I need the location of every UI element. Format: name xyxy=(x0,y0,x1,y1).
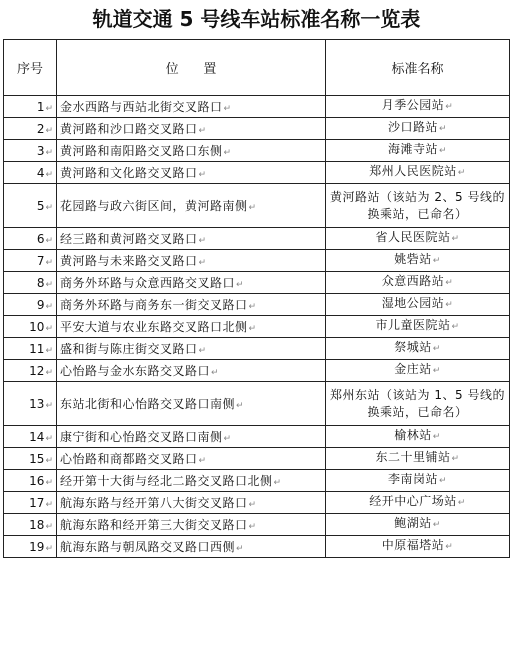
row-location xyxy=(57,272,326,294)
paragraph-mark-icon: ↵ xyxy=(432,432,441,442)
row-station-name-text: 东二十里铺站 xyxy=(375,450,451,464)
row-station-name xyxy=(326,316,510,338)
row-station-name-text: 榆林站 xyxy=(394,428,432,442)
row-number-text: 6 xyxy=(36,231,45,246)
row-number xyxy=(4,184,57,228)
row-station-name xyxy=(326,492,510,514)
table-row xyxy=(4,470,510,492)
header-no xyxy=(4,40,57,96)
row-number xyxy=(4,514,57,536)
row-location-text: 东站北街和心怡路交叉路口南侧 xyxy=(60,397,236,411)
paragraph-mark-icon: ↵ xyxy=(432,256,441,266)
paragraph-mark-icon: ↵ xyxy=(198,126,207,136)
paragraph-mark-icon: ↵ xyxy=(45,202,53,213)
row-location-text: 经三路和黄河路交叉路口 xyxy=(60,232,198,246)
row-number xyxy=(4,228,57,250)
row-number-text: 13 xyxy=(29,396,45,411)
table-row xyxy=(4,338,510,360)
row-location xyxy=(57,140,326,162)
table-row xyxy=(4,250,510,272)
row-number xyxy=(4,316,57,338)
paragraph-mark-icon: ↵ xyxy=(45,499,53,510)
paragraph-mark-icon: ↵ xyxy=(45,147,53,158)
row-station-name xyxy=(326,184,510,228)
row-station-name xyxy=(326,536,510,558)
row-station-name-text: 市儿童医院站 xyxy=(375,318,451,332)
row-station-name xyxy=(326,96,510,118)
row-station-name-text: 经开中心广场站 xyxy=(369,494,457,508)
paragraph-mark-icon: ↵ xyxy=(236,544,245,554)
paragraph-mark-icon: ↵ xyxy=(248,302,257,312)
row-location xyxy=(57,228,326,250)
row-station-name-text: 省人民医院站 xyxy=(375,230,451,244)
row-station-name xyxy=(326,448,510,470)
row-number-text: 8 xyxy=(36,275,45,290)
row-station-name-text: 众意西路站 xyxy=(381,274,445,288)
table-row xyxy=(4,492,510,514)
row-number-text: 18 xyxy=(29,517,45,532)
paragraph-mark-icon: ↵ xyxy=(273,478,282,488)
paragraph-mark-icon: ↵ xyxy=(45,323,53,334)
paragraph-mark-icon: ↵ xyxy=(451,322,460,332)
table-row xyxy=(4,426,510,448)
row-number-text: 2 xyxy=(36,121,45,136)
table-row xyxy=(4,140,510,162)
row-station-name xyxy=(326,272,510,294)
row-location xyxy=(57,96,326,118)
row-station-name-text: 沙口路站 xyxy=(387,120,438,134)
row-location xyxy=(57,162,326,184)
paragraph-mark-icon: ↵ xyxy=(45,433,53,444)
paragraph-mark-icon: ↵ xyxy=(438,146,448,156)
row-station-name-text: 黄河路站（该站为 2、5 号线的换乘站，已命名） xyxy=(330,189,505,221)
paragraph-mark-icon: ↵ xyxy=(445,102,454,112)
row-number xyxy=(4,338,57,360)
table-row xyxy=(4,294,510,316)
row-station-name-text: 海滩寺站 xyxy=(387,142,438,156)
row-location-text: 金水西路与西站北街交叉路口 xyxy=(60,100,223,114)
row-number xyxy=(4,96,57,118)
row-number xyxy=(4,272,57,294)
row-station-name xyxy=(326,250,510,272)
row-number-text: 3 xyxy=(36,143,45,158)
row-location-text: 黄河路和南阳路交叉路口东侧 xyxy=(60,144,223,158)
row-number-text: 5 xyxy=(36,198,45,213)
row-location-text: 平安大道与农业东路交叉路口北侧 xyxy=(60,320,248,334)
row-station-name-text: 月季公园站 xyxy=(381,98,445,112)
row-station-name xyxy=(326,118,510,140)
row-location xyxy=(57,316,326,338)
row-number xyxy=(4,382,57,426)
header-name xyxy=(326,40,510,96)
paragraph-mark-icon: ↵ xyxy=(457,168,466,178)
row-number-text: 11 xyxy=(29,341,45,356)
paragraph-mark-icon: ↵ xyxy=(445,542,454,552)
row-number xyxy=(4,250,57,272)
row-station-name xyxy=(326,162,510,184)
row-station-name-text: 湿地公园站 xyxy=(381,296,445,310)
table-row xyxy=(4,360,510,382)
row-station-name xyxy=(326,140,510,162)
table-row xyxy=(4,228,510,250)
paragraph-mark-icon: ↵ xyxy=(45,125,53,136)
row-station-name-text: 金庄站 xyxy=(394,362,432,376)
row-number xyxy=(4,470,57,492)
row-number xyxy=(4,140,57,162)
station-table xyxy=(3,39,510,558)
row-location-text: 花园路与政六街区间，黄河路南侧 xyxy=(60,199,248,213)
row-number-text: 4 xyxy=(36,165,45,180)
row-location xyxy=(57,118,326,140)
paragraph-mark-icon: ↵ xyxy=(198,236,207,246)
table-row xyxy=(4,118,510,140)
paragraph-mark-icon: ↵ xyxy=(45,455,53,466)
row-number-text: 12 xyxy=(29,363,45,378)
paragraph-mark-icon: ↵ xyxy=(248,522,257,532)
row-station-name-text: 祭城站 xyxy=(394,340,432,354)
table-row xyxy=(4,184,510,228)
row-location xyxy=(57,184,326,228)
row-station-name xyxy=(326,470,510,492)
paragraph-mark-icon: ↵ xyxy=(45,169,53,180)
paragraph-mark-icon: ↵ xyxy=(198,456,207,466)
row-location-text: 心怡路和商都路交叉路口 xyxy=(60,452,198,466)
paragraph-mark-icon: ↵ xyxy=(45,477,53,488)
row-location xyxy=(57,338,326,360)
table-row xyxy=(4,448,510,470)
table-row xyxy=(4,162,510,184)
row-number xyxy=(4,448,57,470)
document-title: 轨道交通 5 号线车站标准名称一览表 xyxy=(92,7,421,31)
row-number-text: 16 xyxy=(29,473,45,488)
paragraph-mark-icon: ↵ xyxy=(236,280,245,290)
table-row xyxy=(4,272,510,294)
paragraph-mark-icon: ↵ xyxy=(198,346,207,356)
row-station-name xyxy=(326,360,510,382)
row-number xyxy=(4,162,57,184)
row-location xyxy=(57,426,326,448)
row-number xyxy=(4,360,57,382)
row-location-text: 康宁街和心怡路交叉路口南侧 xyxy=(60,430,223,444)
row-location xyxy=(57,360,326,382)
row-location-text: 黄河路和沙口路交叉路口 xyxy=(60,122,198,136)
table-row xyxy=(4,514,510,536)
row-location-text: 黄河路和文化路交叉路口 xyxy=(60,166,198,180)
row-location xyxy=(57,382,326,426)
paragraph-mark-icon: ↵ xyxy=(432,344,441,354)
header-location-label: 位 置 xyxy=(165,62,217,77)
paragraph-mark-icon: ↵ xyxy=(45,103,53,114)
paragraph-mark-icon: ↵ xyxy=(445,278,454,288)
row-number-text: 1 xyxy=(36,99,45,114)
paragraph-mark-icon: ↵ xyxy=(248,500,257,510)
row-number-text: 10 xyxy=(29,319,45,334)
row-number-text: 19 xyxy=(29,539,45,554)
row-number xyxy=(4,426,57,448)
paragraph-mark-icon: ↵ xyxy=(45,257,53,268)
header-location xyxy=(57,40,326,96)
paragraph-mark-icon: ↵ xyxy=(45,235,53,246)
paragraph-mark-icon: ↵ xyxy=(248,324,257,334)
table-row xyxy=(4,96,510,118)
row-station-name xyxy=(326,382,510,426)
paragraph-mark-icon: ↵ xyxy=(438,124,448,134)
paragraph-mark-icon: ↵ xyxy=(45,279,53,290)
row-location xyxy=(57,492,326,514)
row-location xyxy=(57,294,326,316)
paragraph-mark-icon: ↵ xyxy=(211,368,220,378)
header-no-label: 序号 xyxy=(16,62,43,77)
table-row xyxy=(4,316,510,338)
row-location-text: 航海东路与经开第八大街交叉路口 xyxy=(60,496,248,510)
paragraph-mark-icon: ↵ xyxy=(223,434,232,444)
paragraph-mark-icon: ↵ xyxy=(223,148,232,158)
row-station-name-text: 郑州人民医院站 xyxy=(369,164,457,178)
paragraph-mark-icon: ↵ xyxy=(451,234,460,244)
table-row xyxy=(4,382,510,426)
row-number xyxy=(4,536,57,558)
row-location-text: 心怡路与金水东路交叉路口 xyxy=(60,364,211,378)
row-station-name-text: 中原福塔站 xyxy=(381,538,445,552)
row-number-text: 9 xyxy=(36,297,45,312)
row-station-name-text: 姚砦站 xyxy=(394,252,432,266)
paragraph-mark-icon: ↵ xyxy=(451,454,460,464)
paragraph-mark-icon: ↵ xyxy=(445,300,454,310)
paragraph-mark-icon: ↵ xyxy=(45,521,53,532)
row-station-name xyxy=(326,294,510,316)
table-header-row xyxy=(4,40,510,96)
row-station-name-text: 郑州东站（该站为 1、5 号线的换乘站，已命名） xyxy=(330,387,505,419)
paragraph-mark-icon: ↵ xyxy=(432,366,441,376)
table-row xyxy=(4,536,510,558)
row-location-text: 商务外环路与众意西路交叉路口 xyxy=(60,276,236,290)
paragraph-mark-icon: ↵ xyxy=(198,170,207,180)
row-station-name xyxy=(326,426,510,448)
paragraph-mark-icon: ↵ xyxy=(45,367,53,378)
paragraph-mark-icon: ↵ xyxy=(438,476,448,486)
row-location-text: 经开第十大街与经北二路交叉路口北侧 xyxy=(60,474,273,488)
row-station-name xyxy=(326,338,510,360)
row-location-text: 商务外环路与商务东一街交叉路口 xyxy=(60,298,248,312)
row-number-text: 14 xyxy=(29,429,45,444)
row-number-text: 7 xyxy=(36,253,45,268)
row-station-name xyxy=(326,514,510,536)
paragraph-mark-icon: ↵ xyxy=(248,203,257,213)
row-location-text: 航海东路与朝凤路交叉路口西侧 xyxy=(60,540,236,554)
row-location-text: 航海东路和经开第三大街交叉路口 xyxy=(60,518,248,532)
row-number xyxy=(4,118,57,140)
paragraph-mark-icon: ↵ xyxy=(457,498,466,508)
row-location-text: 盛和街与陈庄街交叉路口 xyxy=(60,342,198,356)
row-station-name-text: 鲍湖站 xyxy=(394,516,432,530)
paragraph-mark-icon: ↵ xyxy=(45,301,53,312)
row-number-text: 17 xyxy=(29,495,45,510)
paragraph-mark-icon: ↵ xyxy=(45,400,53,411)
row-location xyxy=(57,536,326,558)
paragraph-mark-icon: ↵ xyxy=(198,258,207,268)
row-location xyxy=(57,514,326,536)
row-number xyxy=(4,492,57,514)
row-number-text: 15 xyxy=(29,451,45,466)
row-location xyxy=(57,448,326,470)
paragraph-mark-icon: ↵ xyxy=(45,543,53,554)
row-location-text: 黄河路与未来路交叉路口 xyxy=(60,254,198,268)
paragraph-mark-icon: ↵ xyxy=(223,104,232,114)
row-location xyxy=(57,470,326,492)
row-station-name xyxy=(326,228,510,250)
row-location xyxy=(57,250,326,272)
row-number xyxy=(4,294,57,316)
row-station-name-text: 李南岗站 xyxy=(387,472,438,486)
header-name-label: 标准名称 xyxy=(391,62,444,77)
paragraph-mark-icon: ↵ xyxy=(432,520,441,530)
paragraph-mark-icon: ↵ xyxy=(45,345,53,356)
paragraph-mark-icon: ↵ xyxy=(236,401,245,411)
